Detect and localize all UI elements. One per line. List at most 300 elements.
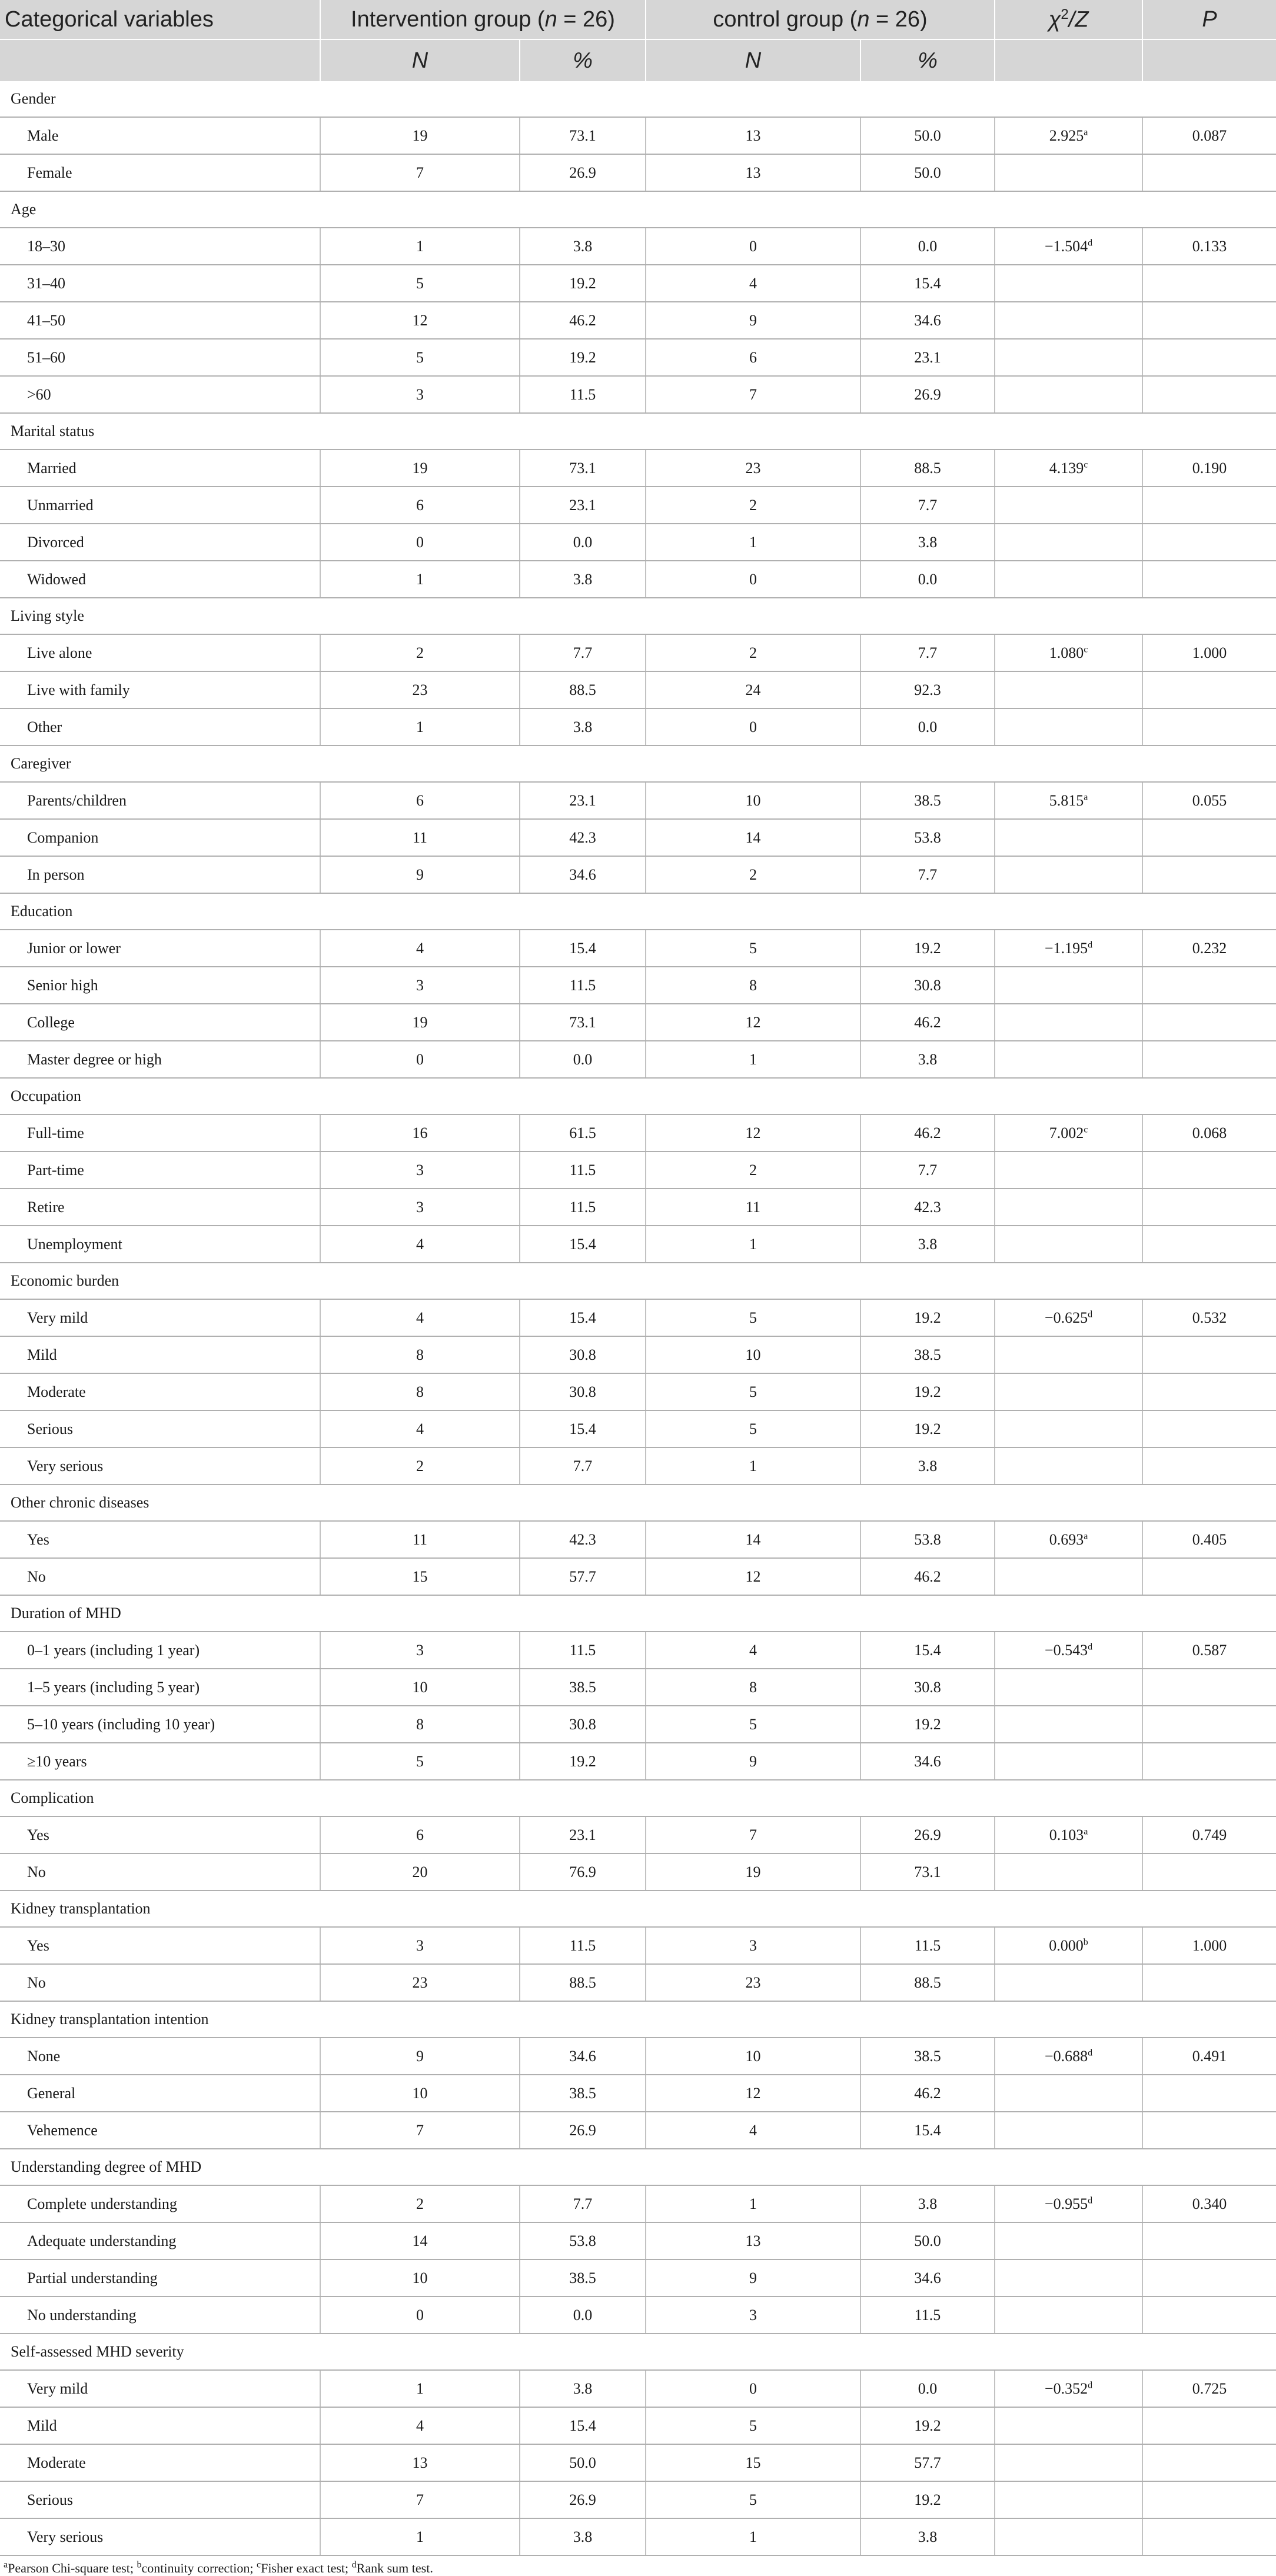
table-row <box>0 1373 1276 1410</box>
intervention-percent: 23.1 <box>520 782 646 819</box>
control-percent: 46.2 <box>860 2075 995 2112</box>
row-label: Unmarried <box>0 487 320 524</box>
group-header-row <box>0 191 1276 228</box>
statistic-cell <box>995 930 1142 967</box>
control-percent: 50.0 <box>860 154 995 191</box>
control-count: 14 <box>646 1521 860 1558</box>
group-header-row <box>0 1485 1276 1521</box>
row-label: Parents/children <box>0 782 320 819</box>
table-row <box>0 1114 1276 1151</box>
intervention-count: 9 <box>320 2038 520 2075</box>
control-count: 2 <box>646 634 860 671</box>
p-value <box>1142 1410 1276 1447</box>
p-value: 0.068 <box>1142 1114 1276 1151</box>
intervention-count: 3 <box>320 376 520 413</box>
control-count: 15 <box>646 2444 860 2481</box>
p-value <box>1142 1336 1276 1373</box>
p-value: 0.491 <box>1142 2038 1276 2075</box>
table-row <box>0 2222 1276 2259</box>
statistic-cell <box>995 1927 1142 1964</box>
intervention-percent: 3.8 <box>520 2518 646 2555</box>
control-percent: 3.8 <box>860 2518 995 2555</box>
control-percent: 19.2 <box>860 1706 995 1743</box>
row-label: Junior or lower <box>0 930 320 967</box>
p-value <box>1142 1041 1276 1078</box>
control-percent: 0.0 <box>860 561 995 598</box>
intervention-percent: 76.9 <box>520 1853 646 1891</box>
p-value <box>1142 1558 1276 1595</box>
intervention-percent: 23.1 <box>520 487 646 524</box>
header-sub-control-pct: % <box>860 39 995 81</box>
table-row <box>0 450 1276 487</box>
intervention-count: 12 <box>320 302 520 339</box>
intervention-count: 7 <box>320 154 520 191</box>
control-count: 13 <box>646 154 860 191</box>
control-percent: 11.5 <box>860 2297 995 2334</box>
intervention-percent: 50.0 <box>520 2444 646 2481</box>
intervention-percent: 11.5 <box>520 376 646 413</box>
header-z-symbol: /Z <box>1068 7 1089 32</box>
table-row <box>0 967 1276 1004</box>
table-row <box>0 2297 1276 2334</box>
table-row <box>0 265 1276 302</box>
statistic-cell <box>995 856 1142 893</box>
p-value: 0.532 <box>1142 1299 1276 1336</box>
table-row <box>0 2518 1276 2555</box>
control-count: 0 <box>646 228 860 265</box>
table-row <box>0 930 1276 967</box>
row-label: Female <box>0 154 320 191</box>
control-count: 9 <box>646 2259 860 2297</box>
intervention-percent: 30.8 <box>520 1706 646 1743</box>
table-row <box>0 2370 1276 2407</box>
control-count: 0 <box>646 561 860 598</box>
row-label: Yes <box>0 1521 320 1558</box>
row-label: Divorced <box>0 524 320 561</box>
p-value: 0.087 <box>1142 117 1276 154</box>
intervention-count: 13 <box>320 2444 520 2481</box>
intervention-percent: 42.3 <box>520 819 646 856</box>
footnote-marker: d <box>351 2560 357 2570</box>
table-row <box>0 1669 1276 1706</box>
group-name: Understanding degree of MHD <box>0 2149 1276 2185</box>
table-row <box>0 1816 1276 1853</box>
table-row <box>0 1189 1276 1226</box>
p-value <box>1142 856 1276 893</box>
intervention-percent: 19.2 <box>520 1743 646 1780</box>
statistic-test-marker: b <box>1083 1936 1088 1947</box>
group-header-row <box>0 2149 1276 2185</box>
intervention-percent: 38.5 <box>520 2075 646 2112</box>
intervention-count: 23 <box>320 671 520 708</box>
intervention-count: 3 <box>320 1189 520 1226</box>
intervention-percent: 15.4 <box>520 1410 646 1447</box>
control-count: 5 <box>646 930 860 967</box>
row-label: General <box>0 2075 320 2112</box>
control-percent: 3.8 <box>860 1226 995 1263</box>
control-count: 3 <box>646 2297 860 2334</box>
footnote-marker: c <box>256 2560 261 2570</box>
intervention-count: 8 <box>320 1373 520 1410</box>
intervention-count: 4 <box>320 2407 520 2444</box>
intervention-percent: 88.5 <box>520 671 646 708</box>
intervention-percent: 11.5 <box>520 1632 646 1669</box>
statistic-test-marker: d <box>1088 1309 1093 1319</box>
intervention-count: 5 <box>320 339 520 376</box>
statistic-test-marker: d <box>1088 1641 1093 1652</box>
table-row <box>0 1927 1276 1964</box>
table-row <box>0 2444 1276 2481</box>
statistic-value: −0.352 <box>1044 2379 1088 2397</box>
group-name: Kidney transplantation intention <box>0 2001 1276 2038</box>
statistic-value: −0.625 <box>1044 1309 1088 1326</box>
intervention-count: 1 <box>320 2518 520 2555</box>
statistic-cell <box>995 708 1142 745</box>
row-label: 18–30 <box>0 228 320 265</box>
group-header-row <box>0 2334 1276 2370</box>
statistic-cell <box>995 819 1142 856</box>
header-control-n: n <box>857 6 870 32</box>
intervention-count: 14 <box>320 2222 520 2259</box>
group-header-row <box>0 745 1276 782</box>
statistic-cell <box>995 1447 1142 1485</box>
p-value <box>1142 671 1276 708</box>
statistic-cell <box>995 376 1142 413</box>
p-value <box>1142 1151 1276 1189</box>
table-row <box>0 1410 1276 1447</box>
control-count: 12 <box>646 1004 860 1041</box>
row-label: Yes <box>0 1816 320 1853</box>
statistic-cell <box>995 1853 1142 1891</box>
statistic-cell <box>995 1521 1142 1558</box>
intervention-count: 2 <box>320 2185 520 2222</box>
header-p-value: P <box>1142 0 1276 39</box>
intervention-percent: 61.5 <box>520 1114 646 1151</box>
intervention-count: 4 <box>320 930 520 967</box>
intervention-percent: 73.1 <box>520 450 646 487</box>
control-percent: 0.0 <box>860 228 995 265</box>
intervention-percent: 19.2 <box>520 339 646 376</box>
control-count: 2 <box>646 487 860 524</box>
control-count: 5 <box>646 1299 860 1336</box>
control-count: 5 <box>646 2407 860 2444</box>
table-row <box>0 228 1276 265</box>
control-percent: 7.7 <box>860 856 995 893</box>
p-value: 0.725 <box>1142 2370 1276 2407</box>
statistic-cell <box>995 1004 1142 1041</box>
row-label: Yes <box>0 1927 320 1964</box>
p-value <box>1142 967 1276 1004</box>
intervention-percent: 26.9 <box>520 2112 646 2149</box>
row-label: Moderate <box>0 1373 320 1410</box>
control-count: 12 <box>646 1558 860 1595</box>
header-control-group <box>646 0 995 39</box>
row-label: 0–1 years (including 1 year) <box>0 1632 320 1669</box>
statistic-cell <box>995 2075 1142 2112</box>
header-control-post: = 26) <box>869 6 928 32</box>
row-label: Serious <box>0 2481 320 2518</box>
control-percent: 46.2 <box>860 1004 995 1041</box>
control-percent: 19.2 <box>860 1299 995 1336</box>
control-count: 5 <box>646 1410 860 1447</box>
table-header <box>0 0 1276 81</box>
control-percent: 11.5 <box>860 1927 995 1964</box>
statistic-cell <box>995 1114 1142 1151</box>
table-row <box>0 524 1276 561</box>
row-label: 1–5 years (including 5 year) <box>0 1669 320 1706</box>
control-count: 14 <box>646 819 860 856</box>
statistic-cell <box>995 1743 1142 1780</box>
header-sub-p-blank <box>1142 39 1276 81</box>
intervention-count: 7 <box>320 2481 520 2518</box>
table-row <box>0 634 1276 671</box>
group-header-row <box>0 81 1276 117</box>
statistic-cell <box>995 2407 1142 2444</box>
statistic-cell <box>995 265 1142 302</box>
intervention-count: 4 <box>320 1299 520 1336</box>
control-count: 5 <box>646 1706 860 1743</box>
row-label: No <box>0 1853 320 1891</box>
row-label: Widowed <box>0 561 320 598</box>
statistic-cell <box>995 2222 1142 2259</box>
control-count: 13 <box>646 2222 860 2259</box>
intervention-percent: 15.4 <box>520 930 646 967</box>
header-control-pre: control group ( <box>713 6 858 32</box>
p-value <box>1142 1373 1276 1410</box>
row-label: Retire <box>0 1189 320 1226</box>
intervention-count: 6 <box>320 782 520 819</box>
statistic-test-marker: d <box>1088 2379 1093 2390</box>
row-label: Full-time <box>0 1114 320 1151</box>
header-categorical-variables: Categorical variables <box>0 0 320 39</box>
control-count: 5 <box>646 1373 860 1410</box>
p-value: 0.587 <box>1142 1632 1276 1669</box>
p-value <box>1142 1964 1276 2001</box>
row-label: 5–10 years (including 10 year) <box>0 1706 320 1743</box>
control-percent: 30.8 <box>860 1669 995 1706</box>
statistic-cell <box>995 1706 1142 1743</box>
p-value <box>1142 2112 1276 2149</box>
statistic-cell <box>995 2370 1142 2407</box>
statistic-cell <box>995 2185 1142 2222</box>
table-row <box>0 2112 1276 2149</box>
table-body <box>0 81 1276 2555</box>
table-row <box>0 1632 1276 1669</box>
group-name: Duration of MHD <box>0 1595 1276 1632</box>
statistic-cell <box>995 228 1142 265</box>
intervention-percent: 34.6 <box>520 856 646 893</box>
intervention-percent: 7.7 <box>520 1447 646 1485</box>
control-count: 0 <box>646 2370 860 2407</box>
intervention-percent: 11.5 <box>520 1189 646 1226</box>
control-percent: 34.6 <box>860 2259 995 2297</box>
p-value <box>1142 265 1276 302</box>
group-header-row <box>0 1078 1276 1114</box>
intervention-percent: 15.4 <box>520 1226 646 1263</box>
row-label: None <box>0 2038 320 2075</box>
control-count: 13 <box>646 117 860 154</box>
group-name: Marital status <box>0 413 1276 450</box>
p-value: 0.055 <box>1142 782 1276 819</box>
statistic-cell <box>995 561 1142 598</box>
p-value <box>1142 1004 1276 1041</box>
row-label: Senior high <box>0 967 320 1004</box>
table-row <box>0 1151 1276 1189</box>
p-value: 0.749 <box>1142 1816 1276 1853</box>
intervention-percent: 7.7 <box>520 634 646 671</box>
row-label: Married <box>0 450 320 487</box>
statistic-test-marker: c <box>1084 644 1088 654</box>
group-header-row <box>0 893 1276 930</box>
statistic-cell <box>995 2038 1142 2075</box>
statistic-cell <box>995 1964 1142 2001</box>
control-percent: 0.0 <box>860 2370 995 2407</box>
control-count: 8 <box>646 1669 860 1706</box>
table-row <box>0 376 1276 413</box>
statistic-cell <box>995 1041 1142 1078</box>
table-row <box>0 782 1276 819</box>
control-percent: 7.7 <box>860 634 995 671</box>
intervention-percent: 3.8 <box>520 708 646 745</box>
p-value <box>1142 302 1276 339</box>
control-percent: 30.8 <box>860 967 995 1004</box>
control-percent: 88.5 <box>860 450 995 487</box>
table-footnote <box>0 2556 1217 2576</box>
control-percent: 92.3 <box>860 671 995 708</box>
intervention-percent: 11.5 <box>520 1151 646 1189</box>
statistic-value: 0.693 <box>1049 1530 1084 1548</box>
statistic-test-marker: d <box>1088 237 1093 248</box>
intervention-percent: 53.8 <box>520 2222 646 2259</box>
control-count: 4 <box>646 265 860 302</box>
table-row <box>0 2075 1276 2112</box>
intervention-percent: 57.7 <box>520 1558 646 1595</box>
control-count: 10 <box>646 782 860 819</box>
p-value <box>1142 1189 1276 1226</box>
row-label: Mild <box>0 1336 320 1373</box>
row-label: Very mild <box>0 2370 320 2407</box>
intervention-percent: 3.8 <box>520 561 646 598</box>
statistic-value: −0.955 <box>1044 2195 1088 2212</box>
intervention-count: 10 <box>320 1669 520 1706</box>
statistic-cell <box>995 1226 1142 1263</box>
group-name: Gender <box>0 81 1276 117</box>
control-percent: 34.6 <box>860 1743 995 1780</box>
row-label: Master degree or high <box>0 1041 320 1078</box>
row-label: No understanding <box>0 2297 320 2334</box>
p-value: 1.000 <box>1142 1927 1276 1964</box>
statistic-test-marker: d <box>1088 2047 1093 2058</box>
row-label: >60 <box>0 376 320 413</box>
row-label: College <box>0 1004 320 1041</box>
control-count: 3 <box>646 1927 860 1964</box>
intervention-count: 0 <box>320 2297 520 2334</box>
control-percent: 34.6 <box>860 302 995 339</box>
control-percent: 46.2 <box>860 1114 995 1151</box>
intervention-count: 20 <box>320 1853 520 1891</box>
table-row <box>0 1743 1276 1780</box>
intervention-count: 8 <box>320 1336 520 1373</box>
control-percent: 7.7 <box>860 1151 995 1189</box>
control-count: 23 <box>646 1964 860 2001</box>
control-count: 12 <box>646 2075 860 2112</box>
p-value: 0.405 <box>1142 1521 1276 1558</box>
control-percent: 46.2 <box>860 1558 995 1595</box>
control-percent: 19.2 <box>860 2481 995 2518</box>
intervention-count: 19 <box>320 117 520 154</box>
header-sub-stat-blank <box>995 39 1142 81</box>
intervention-count: 3 <box>320 1151 520 1189</box>
statistic-cell <box>995 117 1142 154</box>
intervention-count: 1 <box>320 561 520 598</box>
table-row <box>0 1706 1276 1743</box>
footnote-text: Fisher exact test; <box>261 2561 352 2575</box>
intervention-percent: 38.5 <box>520 2259 646 2297</box>
p-value <box>1142 154 1276 191</box>
statistic-cell <box>995 1151 1142 1189</box>
p-value: 0.340 <box>1142 2185 1276 2222</box>
p-value <box>1142 2259 1276 2297</box>
p-value <box>1142 1447 1276 1485</box>
row-label: No <box>0 1964 320 2001</box>
intervention-count: 2 <box>320 1447 520 1485</box>
table-row <box>0 1853 1276 1891</box>
p-value <box>1142 2407 1276 2444</box>
statistic-value: 7.002 <box>1049 1124 1084 1141</box>
intervention-percent: 0.0 <box>520 524 646 561</box>
p-value <box>1142 487 1276 524</box>
control-count: 11 <box>646 1189 860 1226</box>
control-percent: 57.7 <box>860 2444 995 2481</box>
control-percent: 0.0 <box>860 708 995 745</box>
statistic-test-marker: c <box>1084 459 1088 470</box>
statistic-value: 1.080 <box>1049 644 1084 661</box>
control-count: 1 <box>646 1447 860 1485</box>
header-row-main <box>0 0 1276 39</box>
intervention-count: 19 <box>320 450 520 487</box>
header-intervention-pre: Intervention group ( <box>351 6 545 32</box>
control-count: 4 <box>646 1632 860 1669</box>
intervention-percent: 0.0 <box>520 2297 646 2334</box>
statistic-cell <box>995 524 1142 561</box>
control-count: 19 <box>646 1853 860 1891</box>
intervention-count: 3 <box>320 1632 520 1669</box>
table-row <box>0 2185 1276 2222</box>
footnote-text: Pearson Chi-square test; <box>8 2561 137 2575</box>
p-value <box>1142 1226 1276 1263</box>
p-value <box>1142 1853 1276 1891</box>
control-percent: 50.0 <box>860 2222 995 2259</box>
header-intervention-group <box>320 0 646 39</box>
p-value <box>1142 1706 1276 1743</box>
statistic-cell <box>995 302 1142 339</box>
control-percent: 38.5 <box>860 2038 995 2075</box>
intervention-percent: 15.4 <box>520 2407 646 2444</box>
footnote-marker: a <box>4 2560 8 2570</box>
control-count: 1 <box>646 524 860 561</box>
intervention-percent: 42.3 <box>520 1521 646 1558</box>
control-percent: 15.4 <box>860 265 995 302</box>
statistic-value: 5.815 <box>1049 791 1084 809</box>
intervention-count: 10 <box>320 2259 520 2297</box>
row-label: 31–40 <box>0 265 320 302</box>
group-name: Education <box>0 893 1276 930</box>
intervention-count: 6 <box>320 1816 520 1853</box>
statistic-cell <box>995 2112 1142 2149</box>
intervention-count: 9 <box>320 856 520 893</box>
statistic-cell <box>995 450 1142 487</box>
table-row <box>0 117 1276 154</box>
